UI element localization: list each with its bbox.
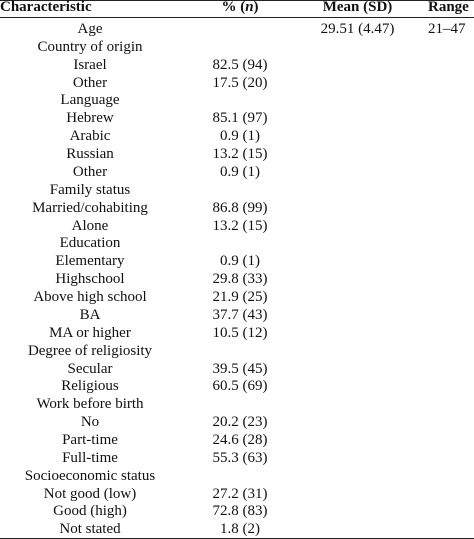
header-percent	[185, 0, 295, 16]
row-percent: 82.5 (94)	[212, 56, 268, 73]
header-rule	[0, 17, 474, 18]
row-mean: 29.51 (4.47)	[320, 21, 395, 37]
header-characteristic	[0, 0, 170, 16]
row-percent: 21.9 (25)	[212, 289, 268, 306]
row-label: Education	[59, 235, 121, 252]
header-mean-text: Mean (SD)	[322, 0, 393, 15]
row-label: Socioeconomic status	[24, 467, 156, 484]
row-label: Russian	[66, 146, 114, 163]
row-percent: 39.5 (45)	[212, 360, 268, 377]
row-percent: 13.2 (15)	[212, 217, 268, 234]
row-label: Above high school	[33, 289, 147, 306]
header-range	[428, 0, 474, 16]
row-label: Not good (low)	[43, 485, 137, 502]
row-label: MA or higher	[49, 324, 131, 341]
row-percent: 10.5 (12)	[212, 324, 268, 341]
row-label: Secular	[67, 360, 113, 377]
row-percent: 72.8 (83)	[212, 503, 268, 520]
row-label: Hebrew	[66, 110, 114, 127]
row-label: Highschool	[55, 271, 125, 288]
row-label: Religious	[61, 378, 119, 395]
row-label: Good (high)	[53, 503, 127, 520]
row-percent: 0.9 (1)	[220, 253, 260, 270]
header-characteristic-text: Characteristic	[0, 0, 92, 15]
row-percent: 1.8 (2)	[220, 521, 260, 538]
row-label: Part-time	[62, 432, 118, 448]
row-label: Arabic	[69, 128, 111, 145]
row-label: Degree of religiosity	[27, 342, 153, 359]
row-percent: 24.6 (28)	[212, 432, 268, 448]
header-percent-n: n	[245, 0, 254, 15]
row-percent: 20.2 (23)	[212, 414, 268, 431]
row-label: Married/cohabiting	[32, 199, 148, 216]
row-label: Alone	[71, 217, 109, 234]
header-mean	[305, 0, 410, 16]
row-label: Other	[72, 74, 108, 91]
row-label: Country of origin	[37, 38, 143, 55]
row-percent: 27.2 (31)	[212, 485, 268, 502]
row-percent: 37.7 (43)	[212, 306, 268, 323]
header-range-text: Range	[428, 0, 469, 15]
row-label: Age	[77, 21, 103, 37]
row-percent: 0.9 (1)	[220, 128, 260, 145]
row-percent: 29.8 (33)	[212, 271, 268, 288]
row-label: Israel	[73, 56, 107, 73]
row-label: Other	[72, 163, 108, 180]
row-label: BA	[79, 306, 101, 323]
row-label: Not stated	[59, 521, 121, 538]
row-percent: 0.9 (1)	[220, 163, 260, 180]
row-label: Language	[60, 92, 120, 109]
row-percent: 13.2 (15)	[212, 146, 268, 163]
row-label: Elementary	[55, 253, 125, 270]
row-label: Family status	[49, 181, 131, 198]
row-percent: 85.1 (97)	[212, 110, 268, 127]
header-percent-prefix: % (	[221, 0, 246, 15]
row-range: 21–47	[428, 21, 466, 37]
header-percent-suffix: )	[253, 0, 259, 15]
row-percent: 55.3 (63)	[212, 449, 268, 466]
row-percent: 17.5 (20)	[212, 74, 268, 91]
row-label: No	[80, 414, 100, 431]
row-percent: 60.5 (69)	[212, 378, 268, 395]
row-percent: 86.8 (99)	[212, 199, 268, 216]
row-label: Work before birth	[36, 396, 144, 413]
row-label: Full-time	[62, 449, 118, 466]
